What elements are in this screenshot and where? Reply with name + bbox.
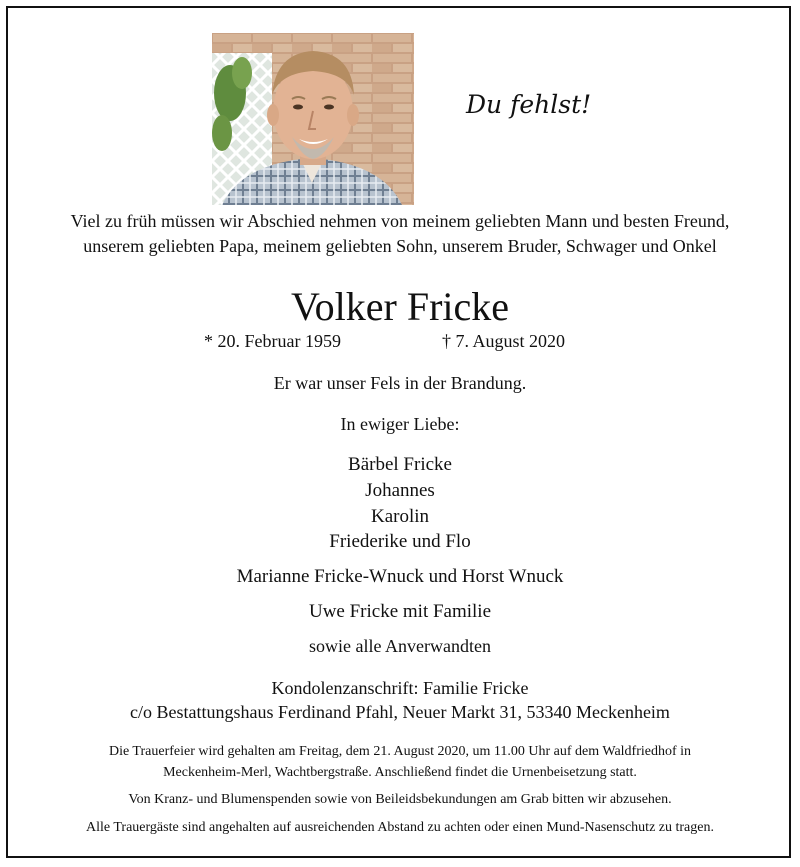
relatives-line: sowie alle Anverwandten [309,636,491,656]
mourner-name: Karolin [370,506,430,527]
mourner-name: Johannes [365,480,435,501]
death-date: † 7. August 2020 [442,331,566,351]
deceased-name: Volker Fricke [290,284,510,329]
condolence-address-line-2: c/o Bestattungshaus Ferdinand Pfahl, Neuer Markt 31, 53340 Meckenheim [130,702,670,722]
flowers-note: Von Kranz- und Blumenspenden sowie von Beileidsbekundungen am Grab bitten wir abzusehen. [128,792,672,807]
funeral-info-line-1: Die Trauerfeier wird gehalten am Freitag, dem 21. August 2020, um 11.00 Uhr auf dem Waldfriedhof in [108,744,692,759]
condolence-address-line-1: Kondolenzanschrift: Familie Fricke [271,678,529,698]
quote: Er war unser Fels in der Brandung. [273,373,527,393]
mourner-name: Bärbel Fricke [348,454,452,475]
intro-line-2: unserem geliebten Papa, meinem geliebten Sohn, unserem Bruder, Schwager und Onkel [83,236,717,256]
mourner-name: Marianne Fricke-Wnuck und Horst Wnuck [236,566,564,587]
mourner-name: Friederike und Flo [329,531,471,552]
birth-date: * 20. Februar 1959 [204,331,341,351]
love-line: In ewiger Liebe: [340,414,460,434]
portrait-image [212,33,414,205]
portrait-photo [212,33,414,205]
funeral-info-line-2: Meckenheim-Merl, Wachtbergstraße. Anschließend findet die Urnenbeisetzung statt. [163,765,637,780]
motto: Du fehlst! [466,90,592,119]
distance-note: Alle Trauergäste sind angehalten auf ausreichenden Abstand zu achten oder einen Mund-Nasenschutz zu tragen. [86,820,714,835]
mourner-name: Uwe Fricke mit Familie [308,601,492,622]
intro-line-1: Viel zu früh müssen wir Abschied nehmen von meinem geliebten Mann und besten Freund, [70,211,730,231]
